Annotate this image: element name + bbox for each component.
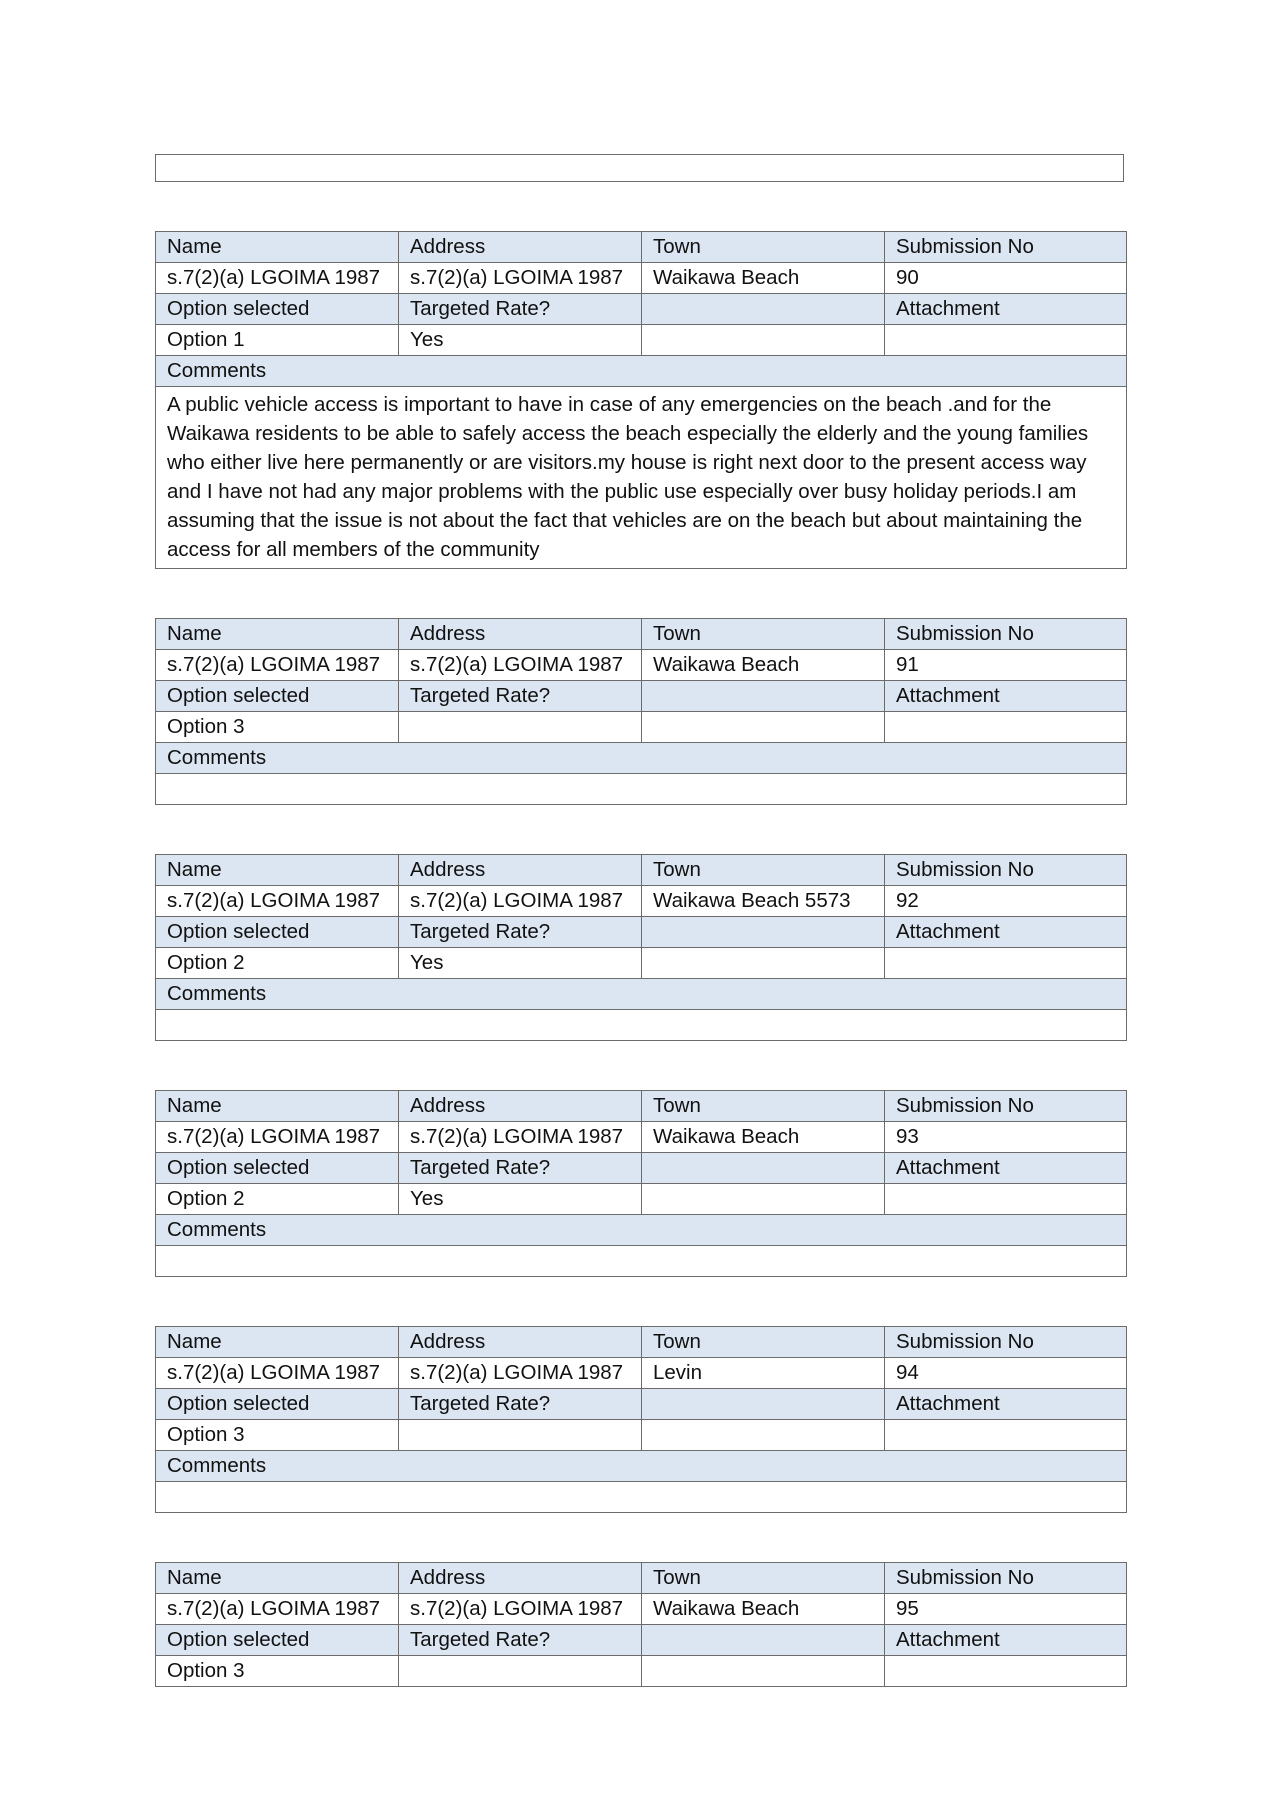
comments-row (156, 1482, 1127, 1513)
town-label: Town (642, 619, 885, 650)
name-label: Name (156, 855, 399, 886)
empty-cell (642, 712, 885, 743)
option-selected-label: Option selected (156, 917, 399, 948)
name-value: s.7(2)(a) LGOIMA 1987 (156, 1594, 399, 1625)
submission-table-94 (155, 1326, 1127, 1513)
comments-label: Comments (156, 1451, 1127, 1482)
option-selected-label: Option selected (156, 1153, 399, 1184)
details-row (156, 650, 1127, 681)
address-value: s.7(2)(a) LGOIMA 1987 (399, 263, 642, 294)
address-value: s.7(2)(a) LGOIMA 1987 (399, 1358, 642, 1389)
attachment-label: Attachment (885, 1625, 1127, 1656)
name-value: s.7(2)(a) LGOIMA 1987 (156, 650, 399, 681)
targeted-rate-value (399, 712, 642, 743)
address-label: Address (399, 232, 642, 263)
address-value: s.7(2)(a) LGOIMA 1987 (399, 650, 642, 681)
empty-cell (642, 1389, 885, 1420)
empty-cell (642, 294, 885, 325)
option-row (156, 1656, 1127, 1687)
name-value: s.7(2)(a) LGOIMA 1987 (156, 1122, 399, 1153)
submission-no-value: 93 (885, 1122, 1127, 1153)
details-row (156, 1122, 1127, 1153)
submission-no-label: Submission No (885, 619, 1127, 650)
comments-row (156, 1010, 1127, 1041)
address-label: Address (399, 619, 642, 650)
option-selected-label: Option selected (156, 294, 399, 325)
name-value: s.7(2)(a) LGOIMA 1987 (156, 1358, 399, 1389)
attachment-value (885, 1656, 1127, 1687)
targeted-rate-label: Targeted Rate? (399, 1153, 642, 1184)
option-value: Option 3 (156, 712, 399, 743)
submission-no-label: Submission No (885, 1327, 1127, 1358)
town-value: Waikawa Beach 5573 (642, 886, 885, 917)
comments-value (156, 1482, 1127, 1513)
option-header-row (156, 1389, 1127, 1420)
comments-row (156, 774, 1127, 805)
submission-no-label: Submission No (885, 232, 1127, 263)
comments-header-row (156, 1215, 1127, 1246)
details-row (156, 886, 1127, 917)
name-label: Name (156, 1327, 399, 1358)
option-row (156, 1420, 1127, 1451)
details-row (156, 1594, 1127, 1625)
submission-no-value: 94 (885, 1358, 1127, 1389)
address-value: s.7(2)(a) LGOIMA 1987 (399, 886, 642, 917)
comments-row (156, 387, 1127, 569)
targeted-rate-label: Targeted Rate? (399, 1625, 642, 1656)
option-value: Option 3 (156, 1656, 399, 1687)
targeted-rate-label: Targeted Rate? (399, 681, 642, 712)
targeted-rate-label: Targeted Rate? (399, 917, 642, 948)
name-label: Name (156, 619, 399, 650)
targeted-rate-value: Yes (399, 325, 642, 356)
empty-cell (642, 1153, 885, 1184)
option-row (156, 1184, 1127, 1215)
option-value: Option 3 (156, 1420, 399, 1451)
town-value: Waikawa Beach (642, 263, 885, 294)
attachment-label: Attachment (885, 917, 1127, 948)
header-row (156, 1327, 1127, 1358)
empty-header-box (155, 154, 1124, 182)
town-label: Town (642, 232, 885, 263)
attachment-value (885, 1184, 1127, 1215)
town-value: Waikawa Beach (642, 1122, 885, 1153)
option-selected-label: Option selected (156, 1389, 399, 1420)
comments-header-row (156, 743, 1127, 774)
comments-row (156, 1246, 1127, 1277)
submission-table-91 (155, 618, 1127, 805)
empty-cell (642, 1184, 885, 1215)
submission-table-93 (155, 1090, 1127, 1277)
option-header-row (156, 1625, 1127, 1656)
address-label: Address (399, 855, 642, 886)
submission-table-90 (155, 231, 1127, 569)
name-label: Name (156, 1563, 399, 1594)
empty-cell (642, 1656, 885, 1687)
comments-value (156, 1010, 1127, 1041)
town-label: Town (642, 1563, 885, 1594)
option-header-row (156, 681, 1127, 712)
attachment-label: Attachment (885, 1153, 1127, 1184)
attachment-label: Attachment (885, 294, 1127, 325)
submission-table-92 (155, 854, 1127, 1041)
header-row (156, 1091, 1127, 1122)
comments-value (156, 774, 1127, 805)
comments-header-row (156, 356, 1127, 387)
option-header-row (156, 294, 1127, 325)
targeted-rate-label: Targeted Rate? (399, 294, 642, 325)
town-label: Town (642, 1327, 885, 1358)
comments-label: Comments (156, 356, 1127, 387)
empty-cell (642, 917, 885, 948)
town-value: Waikawa Beach (642, 1594, 885, 1625)
address-label: Address (399, 1091, 642, 1122)
targeted-rate-value: Yes (399, 1184, 642, 1215)
option-selected-label: Option selected (156, 1625, 399, 1656)
address-label: Address (399, 1327, 642, 1358)
submission-table-95 (155, 1562, 1127, 1687)
option-value: Option 1 (156, 325, 399, 356)
empty-cell (642, 1420, 885, 1451)
submission-no-value: 90 (885, 263, 1127, 294)
comments-value (156, 1246, 1127, 1277)
empty-cell (642, 325, 885, 356)
name-label: Name (156, 232, 399, 263)
comments-header-row (156, 1451, 1127, 1482)
header-row (156, 1563, 1127, 1594)
targeted-rate-value (399, 1656, 642, 1687)
submission-no-label: Submission No (885, 1563, 1127, 1594)
address-value: s.7(2)(a) LGOIMA 1987 (399, 1594, 642, 1625)
empty-cell (642, 681, 885, 712)
comments-label: Comments (156, 979, 1127, 1010)
attachment-value (885, 1420, 1127, 1451)
address-label: Address (399, 1563, 642, 1594)
details-row (156, 1358, 1127, 1389)
town-value: Waikawa Beach (642, 650, 885, 681)
option-header-row (156, 1153, 1127, 1184)
option-row (156, 325, 1127, 356)
option-header-row (156, 917, 1127, 948)
comments-label: Comments (156, 1215, 1127, 1246)
comments-header-row (156, 979, 1127, 1010)
submission-no-label: Submission No (885, 855, 1127, 886)
header-row (156, 855, 1127, 886)
targeted-rate-label: Targeted Rate? (399, 1389, 642, 1420)
attachment-value (885, 712, 1127, 743)
submission-no-value: 95 (885, 1594, 1127, 1625)
submission-no-label: Submission No (885, 1091, 1127, 1122)
option-row (156, 712, 1127, 743)
town-value: Levin (642, 1358, 885, 1389)
town-label: Town (642, 855, 885, 886)
attachment-value (885, 325, 1127, 356)
name-value: s.7(2)(a) LGOIMA 1987 (156, 263, 399, 294)
option-value: Option 2 (156, 1184, 399, 1215)
targeted-rate-value: Yes (399, 948, 642, 979)
submission-no-value: 92 (885, 886, 1127, 917)
town-label: Town (642, 1091, 885, 1122)
attachment-value (885, 948, 1127, 979)
option-value: Option 2 (156, 948, 399, 979)
attachment-label: Attachment (885, 1389, 1127, 1420)
document-page (155, 154, 1126, 1736)
comments-value: A public vehicle access is important to have in case of any emergencies on the beach .and for the Waikawa residents to be able to safely access the beach especially the elderly and the young families who either live here permanently or are visitors.my house is right next door to the present access way and I have not had any major problems with the public use especially over busy holiday periods.I am assuming that the issue is not about the fact that vehicles are on the beach but about maintaining the access for all members of the community (156, 387, 1127, 569)
targeted-rate-value (399, 1420, 642, 1451)
name-value: s.7(2)(a) LGOIMA 1987 (156, 886, 399, 917)
header-row (156, 232, 1127, 263)
submission-no-value: 91 (885, 650, 1127, 681)
name-label: Name (156, 1091, 399, 1122)
option-row (156, 948, 1127, 979)
empty-cell (642, 1625, 885, 1656)
attachment-label: Attachment (885, 681, 1127, 712)
header-row (156, 619, 1127, 650)
address-value: s.7(2)(a) LGOIMA 1987 (399, 1122, 642, 1153)
option-selected-label: Option selected (156, 681, 399, 712)
details-row (156, 263, 1127, 294)
comments-label: Comments (156, 743, 1127, 774)
empty-cell (642, 948, 885, 979)
